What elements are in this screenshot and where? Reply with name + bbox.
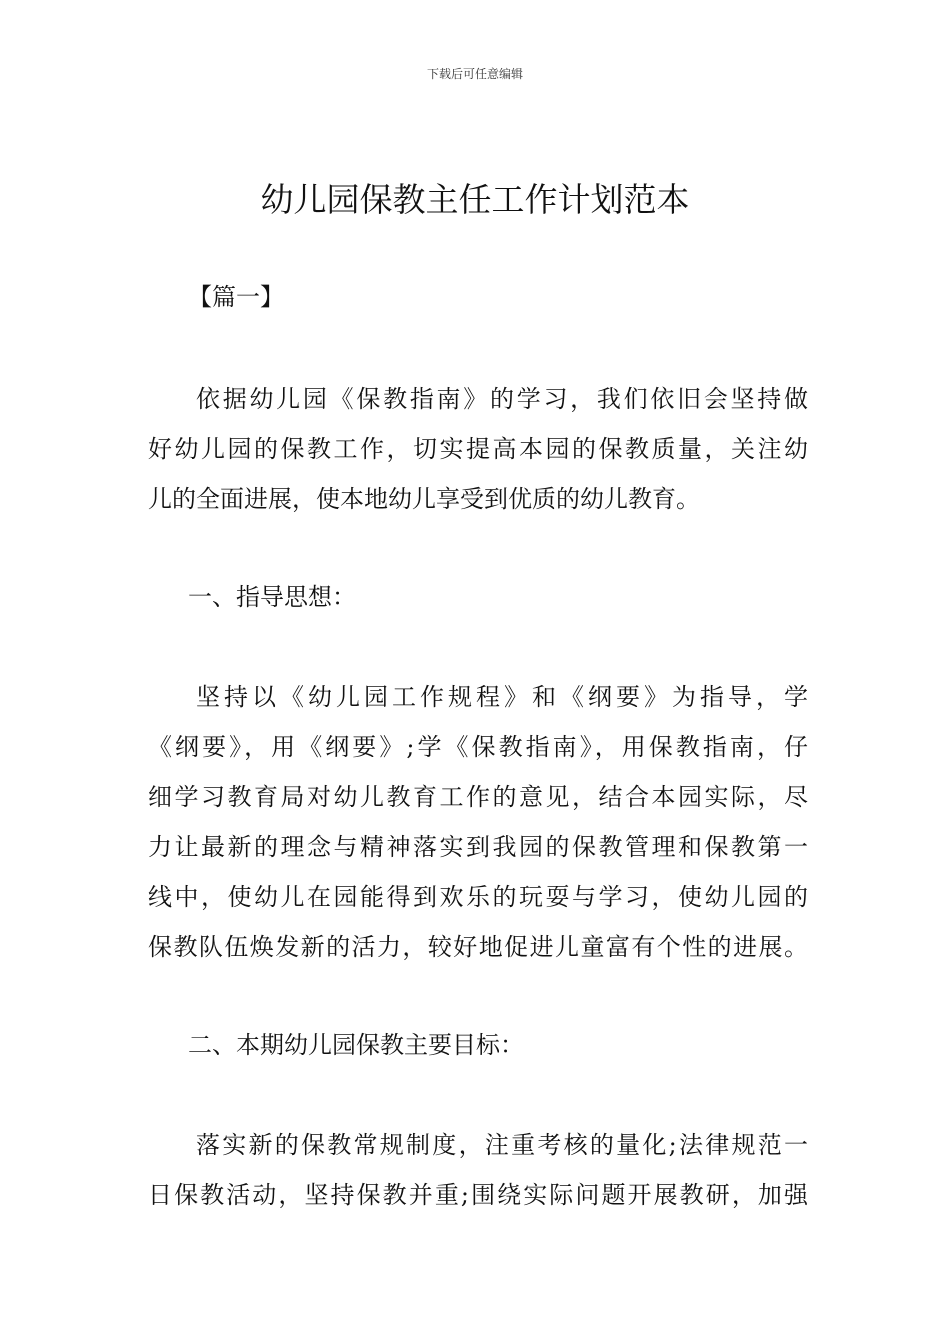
- paragraph-line: 好幼儿园的保教工作，切实提高本园的保教质量，关注幼: [148, 435, 808, 463]
- paragraph-line: 依据幼儿园《保教指南》的学习，我们依旧会坚持做: [196, 385, 808, 413]
- paragraph-line: 儿的全面进展，使本地幼儿享受到优质的幼儿教育。: [148, 485, 700, 513]
- paragraph-line: 坚持以《幼儿园工作规程》和《纲要》为指导，学: [196, 683, 808, 711]
- section-heading-main-goals: 二、本期幼儿园保教主要目标：: [188, 1031, 524, 1059]
- guiding-thought-paragraph: [148, 672, 808, 972]
- intro-paragraph: [148, 374, 808, 524]
- paragraph-line: 日保教活动，坚持保教并重;围绕实际问题开展教研，加强: [148, 1181, 808, 1209]
- paragraph-line: 落实新的保教常规制度，注重考核的量化;法律规范一: [196, 1131, 808, 1159]
- paragraph-line: 保教队伍焕发新的活力，较好地促进儿童富有个性的进展。: [148, 933, 808, 961]
- paragraph-line: 线中，使幼儿在园能得到欢乐的玩耍与学习，使幼儿园的: [148, 883, 808, 911]
- main-goals-paragraph: [148, 1120, 808, 1220]
- part-label: 【篇一】: [188, 283, 284, 311]
- header-note: 下载后可任意编辑: [426, 67, 523, 81]
- paragraph-line: 细学习教育局对幼儿教育工作的意见，结合本园实际，尽: [148, 783, 808, 811]
- document-title: 幼儿园保教主任工作计划范本: [260, 180, 690, 219]
- paragraph-line: 《纲要》，用《纲要》;学《保教指南》，用保教指南，仔: [148, 733, 808, 761]
- section-heading-guiding-thought: 一、指导思想：: [188, 583, 356, 611]
- paragraph-line: 力让最新的理念与精神落实到我园的保教管理和保教第一: [148, 833, 808, 861]
